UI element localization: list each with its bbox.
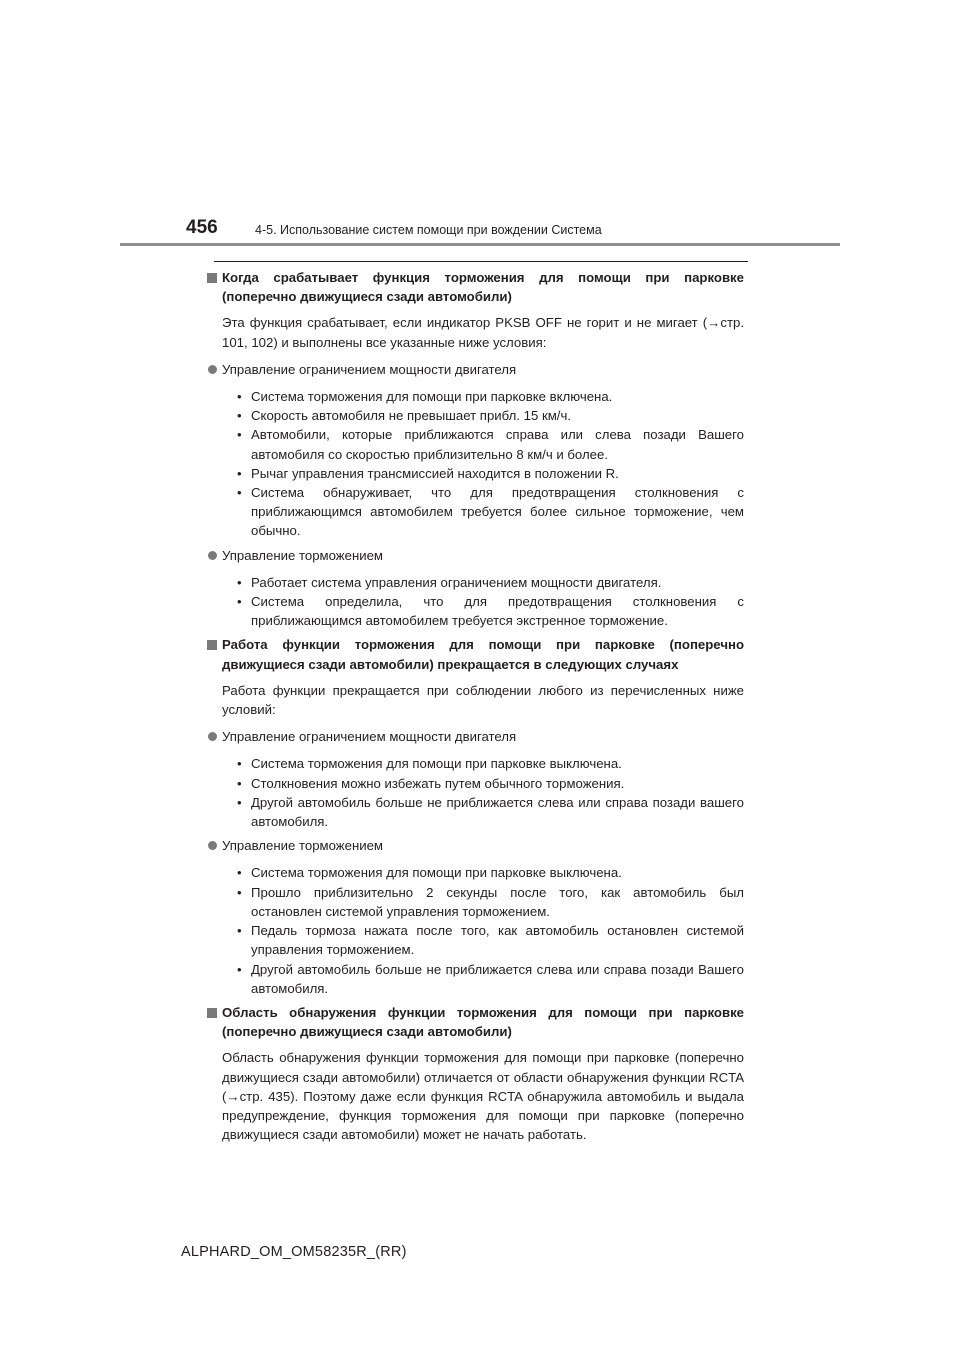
- list-item: [207, 573, 744, 592]
- list-item: [207, 754, 744, 773]
- circle-bullet-icon: [208, 365, 217, 374]
- page-number: 456: [186, 217, 218, 238]
- bullet-icon: •: [237, 865, 242, 881]
- list-item-text: Другой автомобиль больше не приближается слева или справа позади Вашего автомобиля.: [251, 961, 744, 996]
- list-item: [207, 793, 744, 831]
- bullet-icon: •: [237, 775, 242, 791]
- bullet-icon: •: [237, 408, 242, 424]
- list-item-text: Система торможения для помощи при парковке выключена.: [251, 865, 622, 881]
- page-content: [207, 268, 744, 1152]
- list-item-text: Система обнаруживает, что для предотвращения столкновения с приближающимся автомобилем требуется более сильное торможение, чем обычно.: [251, 485, 744, 539]
- header-rule: [120, 243, 840, 246]
- list-item: [207, 774, 744, 793]
- list-item-text: Работает система управления ограничением мощности двигателя.: [251, 574, 662, 590]
- list-item: [207, 483, 744, 541]
- list-item-text: Автомобили, которые приближаются справа или слева позади Вашего автомобиля со скоростью приблизительно 8 км/ч и более.: [251, 427, 744, 462]
- list-item-text: Прошло приблизительно 2 секунды после того, как автомобиль был остановлен системой управления торможением.: [251, 884, 744, 919]
- section-intro: Эта функция срабатывает, если индикатор PKSB OFF не горит и не мигает (→стр. 101, 102) и выполнены все указанные ниже условия:: [222, 315, 744, 350]
- list-item-text: Система определила, что для предотвращения столкновения с приближающимся автомобилем требуется экстренное торможение.: [251, 594, 744, 629]
- square-bullet-icon: [207, 1008, 217, 1018]
- condition-group-label: Управление торможением: [222, 547, 383, 563]
- condition-group-title: [207, 360, 744, 379]
- bullet-icon: •: [237, 884, 242, 900]
- content-rule: [214, 261, 748, 262]
- list-item: [207, 387, 744, 406]
- list-item: [207, 592, 744, 630]
- section-intro: Область обнаружения функции торможения для помощи при парковке (поперечно движущиеся сзади автомобили) отличается от области обнаружения функции RCTA (→стр. 435). Поэтому даже если функция RCTA обнаружила автомобиль и выдала предупреждение, функция торможения для помощи при парковке (поперечно движущиеся сзади автомобили) может не начать работать.: [222, 1050, 744, 1143]
- condition-group-label: Управление торможением: [222, 838, 383, 854]
- section-heading: [207, 268, 744, 306]
- circle-bullet-icon: [208, 551, 217, 560]
- condition-list: [207, 573, 744, 631]
- section-title: 4-5. Использование систем помощи при вождении Система: [255, 223, 602, 237]
- condition-group-label: Управление ограничением мощности двигателя: [222, 361, 517, 377]
- document-code-footer: ALPHARD_OM_OM58235R_(RR): [181, 1244, 407, 1260]
- condition-list: [207, 863, 744, 997]
- bullet-icon: •: [237, 389, 242, 405]
- circle-bullet-icon: [208, 732, 217, 741]
- bullet-icon: •: [237, 923, 242, 939]
- list-item-text: Система торможения для помощи при парковке выключена.: [251, 756, 622, 772]
- list-item: [207, 464, 744, 483]
- condition-list: [207, 387, 744, 541]
- bullet-icon: •: [237, 427, 242, 443]
- section-heading: [207, 635, 744, 673]
- square-bullet-icon: [207, 640, 217, 650]
- list-item-text: Педаль тормоза нажата после того, как автомобиль остановлен системой управления торможением.: [251, 923, 744, 958]
- list-item-text: Другой автомобиль больше не приближается слева или справа позади вашего автомобиля.: [251, 794, 744, 830]
- condition-group-label: Управление ограничением мощности двигателя: [222, 729, 517, 745]
- condition-group-title: [207, 727, 744, 746]
- condition-group-title: [207, 836, 744, 855]
- section-heading-text: Область обнаружения функции торможения для помощи при парковке (поперечно движущиеся сзади автомобили): [222, 1004, 744, 1040]
- bullet-icon: •: [237, 485, 242, 501]
- list-item: [207, 406, 744, 425]
- list-item: [207, 883, 744, 921]
- list-item: [207, 960, 744, 998]
- bullet-icon: •: [237, 465, 242, 481]
- section-heading-text: Когда срабатывает функция торможения для помощи при парковке (поперечно движущиеся сзади автомобили): [222, 270, 744, 305]
- bullet-icon: •: [237, 794, 242, 810]
- bullet-icon: •: [237, 594, 242, 610]
- list-item: [207, 863, 744, 882]
- list-item: [207, 425, 744, 463]
- square-bullet-icon: [207, 273, 217, 283]
- list-item-text: Столкновения можно избежать путем обычного торможения.: [251, 775, 625, 791]
- condition-group-title: [207, 546, 744, 565]
- circle-bullet-icon: [208, 841, 217, 850]
- section-heading-text: Работа функции торможения для помощи при парковке (поперечно движущиеся сзади автомобили) прекращается в следующих случаях: [222, 637, 744, 672]
- condition-list: [207, 754, 744, 831]
- bullet-icon: •: [237, 961, 242, 977]
- list-item-text: Рычаг управления трансмиссией находится в положении R.: [251, 465, 619, 481]
- bullet-icon: •: [237, 574, 242, 590]
- list-item: [207, 921, 744, 959]
- section-heading: [207, 1003, 744, 1041]
- list-item-text: Система торможения для помощи при парковке включена.: [251, 389, 613, 405]
- bullet-icon: •: [237, 756, 242, 772]
- list-item-text: Скорость автомобиля не превышает прибл. 15 км/ч.: [251, 408, 571, 424]
- section-intro: Работа функции прекращается при соблюдении любого из перечисленных ниже условий:: [222, 682, 744, 718]
